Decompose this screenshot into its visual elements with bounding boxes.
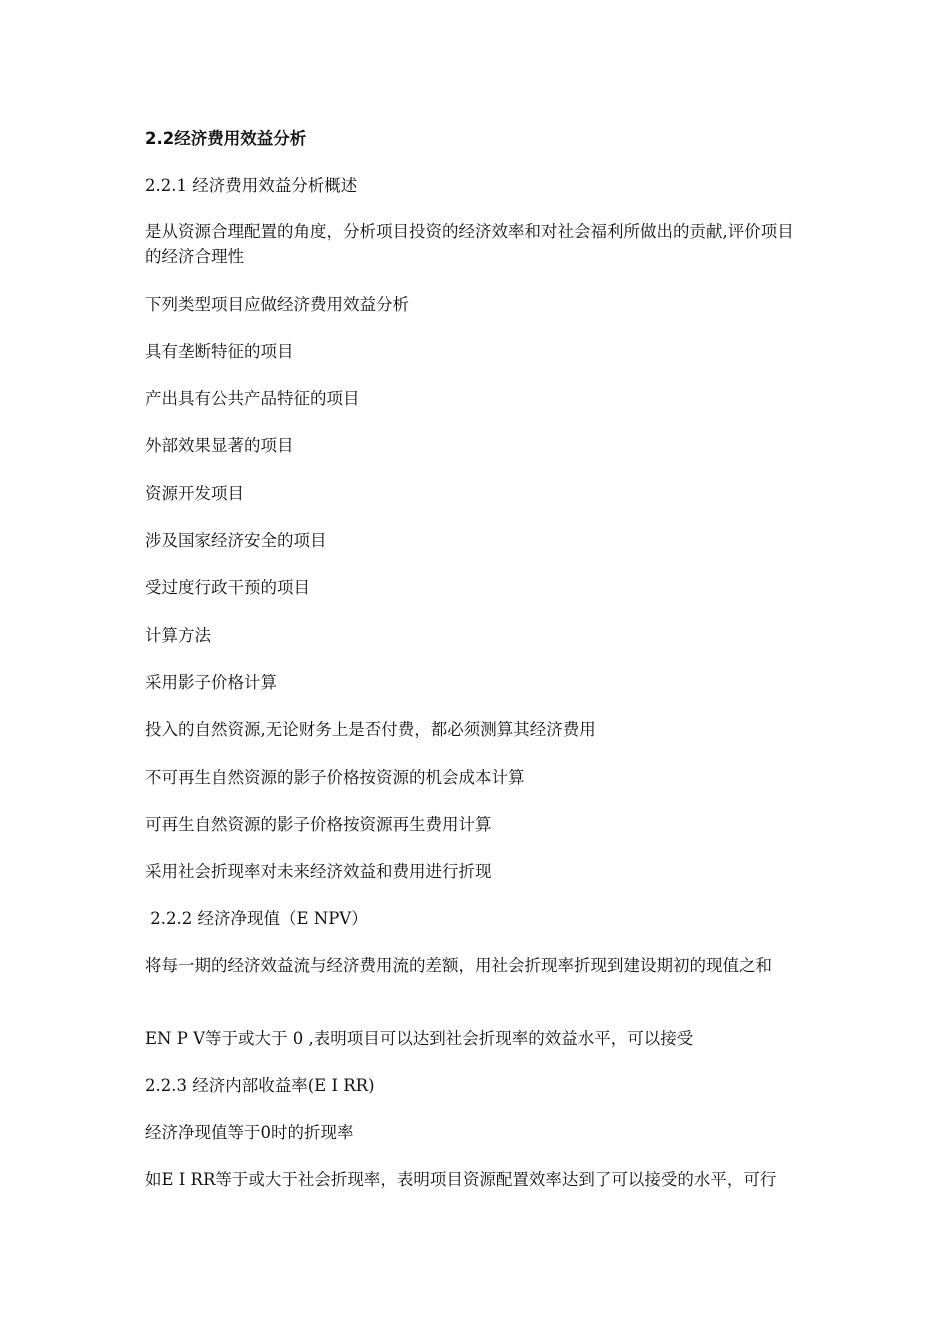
paragraph-nonrenewable: 不可再生自然资源的影子价格按资源的机会成本计算: [145, 768, 525, 787]
paragraph-renewable: 可再生自然资源的影子价格按资源再生费用计算: [145, 815, 492, 834]
subsection-title-2-2-3: 2.2.3 经济内部收益率(E I RR): [145, 1076, 375, 1095]
list-item-resource-development: 资源开发项目: [145, 484, 244, 503]
paragraph-natural-resources: 投入的自然资源,无论财务上是否付费，都必须测算其经济费用: [145, 720, 596, 739]
paragraph-definition: 是从资源合理配置的角度，分析项目投资的经济效率和对社会福利所做出的贡献,评价项目的经济合理性: [145, 222, 794, 266]
subsection-title-2-2-1: 2.2.1 经济费用效益分析概述: [145, 176, 358, 195]
paragraph-enpv-criterion: EN P V等于或大于 0 ,表明项目可以达到社会折现率的效益水平，可以接受: [145, 1029, 694, 1048]
paragraph-project-types-intro: 下列类型项目应做经济费用效益分析: [145, 295, 409, 314]
paragraph-shadow-price: 采用影子价格计算: [145, 673, 277, 692]
list-item-administrative-intervention: 受过度行政干预的项目: [145, 578, 310, 597]
paragraph-calculation-method: 计算方法: [145, 626, 211, 645]
paragraph-eirr-criterion: 如E I RR等于或大于社会折现率，表明项目资源配置效率达到了可以接受的水平，可行: [145, 1170, 777, 1189]
paragraph-eirr-definition: 经济净现值等于0时的折现率: [145, 1123, 354, 1142]
list-item-public-goods: 产出具有公共产品特征的项目: [145, 389, 360, 408]
paragraph-discount-rate: 采用社会折现率对未来经济效益和费用进行折现: [145, 862, 492, 881]
list-item-monopoly: 具有垄断特征的项目: [145, 342, 294, 361]
section-heading: 2.2经济费用效益分析: [145, 129, 307, 148]
list-item-external-effects: 外部效果显著的项目: [145, 436, 294, 455]
list-item-national-security: 涉及国家经济安全的项目: [145, 531, 327, 550]
subsection-title-2-2-2: 2.2.2 经济净现值（E NPV）: [145, 909, 368, 928]
paragraph-enpv-definition: 将每一期的经济效益流与经济费用流的差额，用社会折现率折现到建设期初的现值之和: [145, 956, 772, 975]
